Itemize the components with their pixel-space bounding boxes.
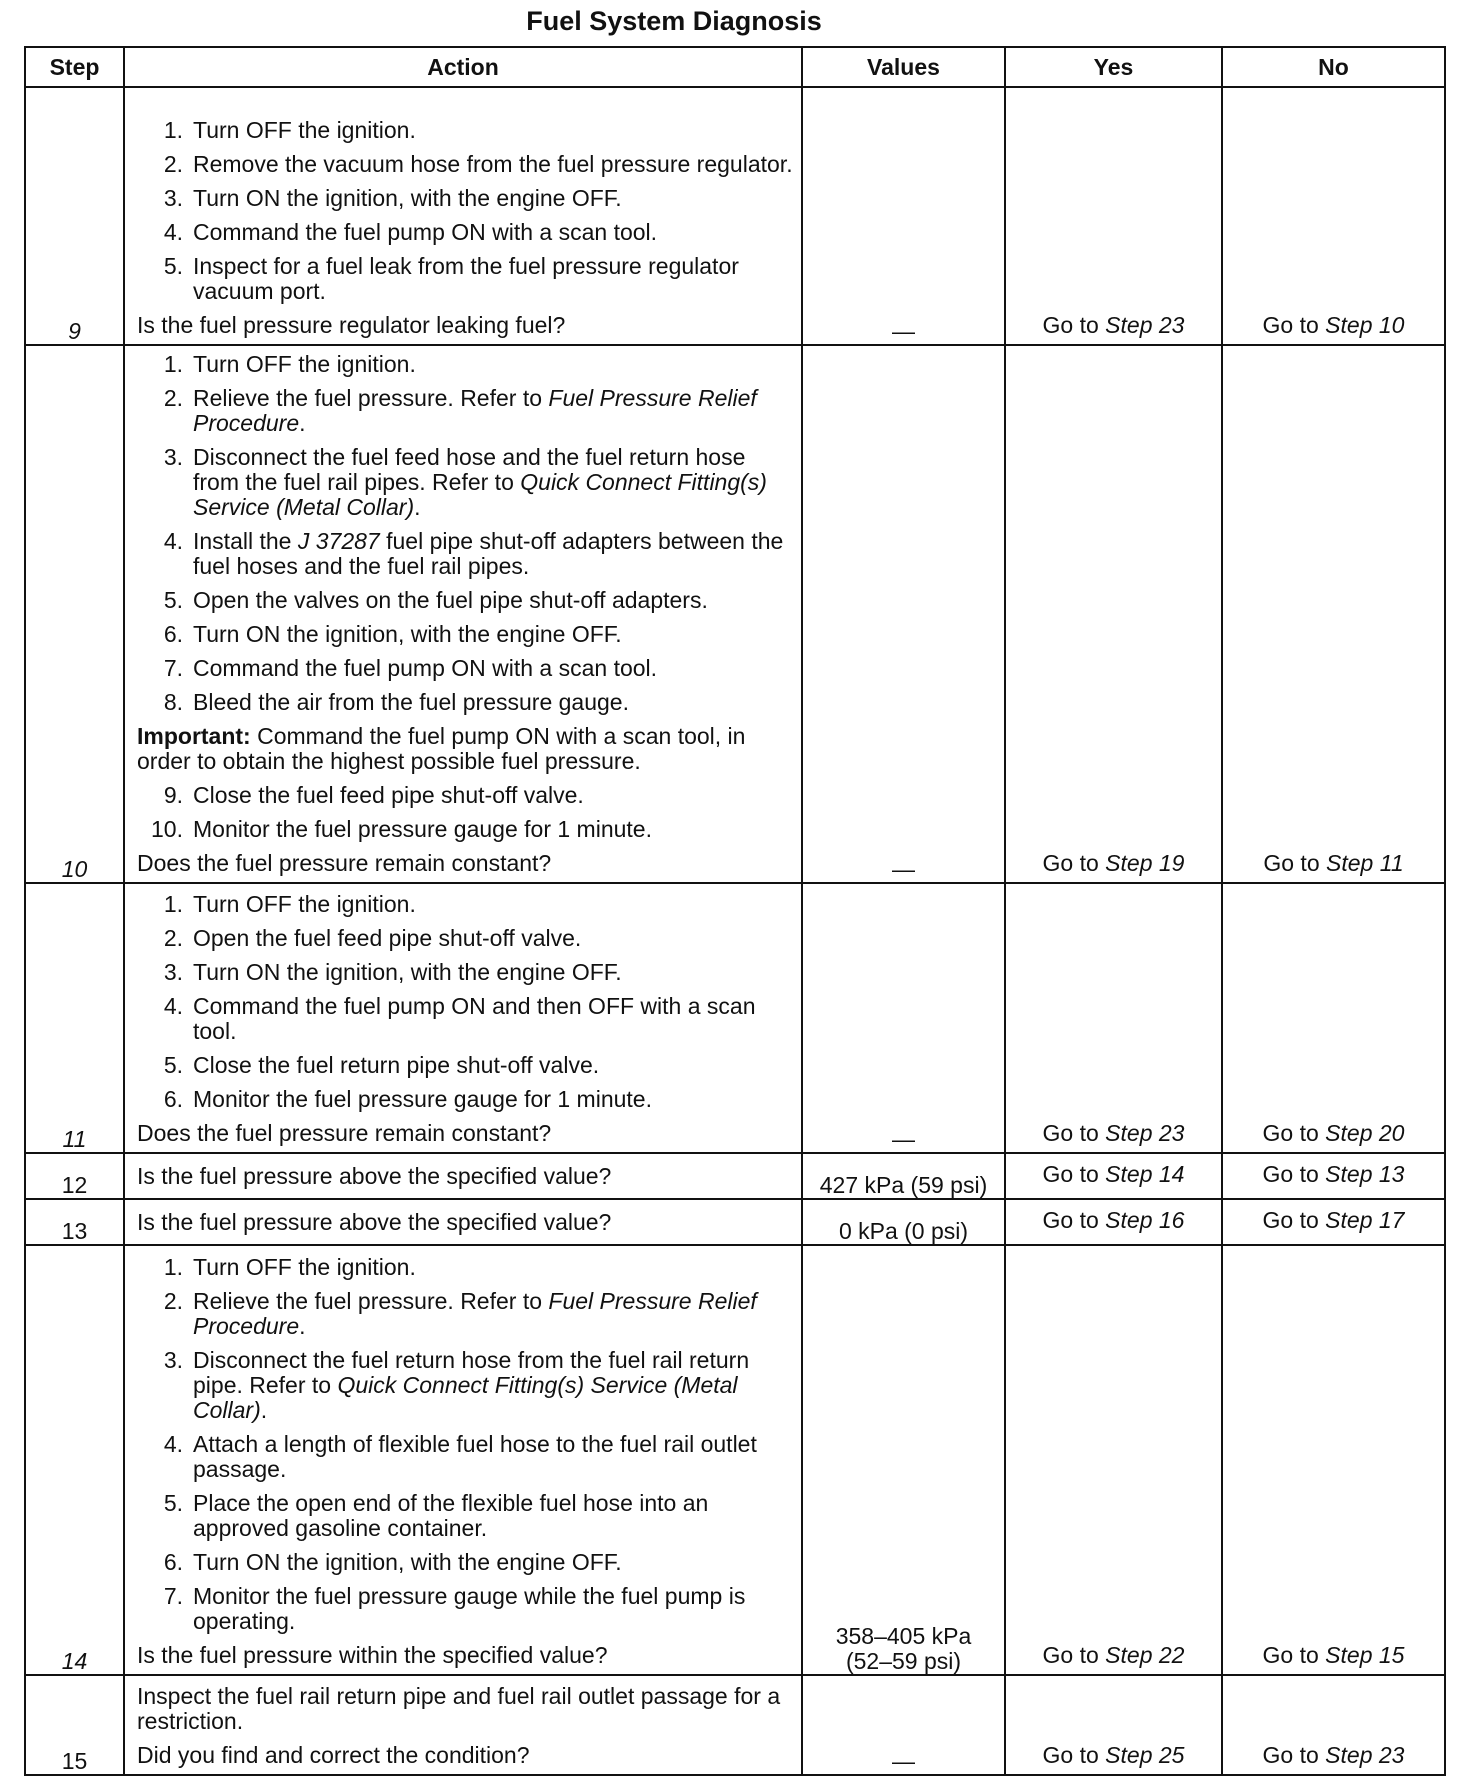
action-cell [124, 87, 802, 345]
action-cell [124, 1199, 802, 1245]
reference-link: Fuel Pressure Relief Procedure [193, 1288, 757, 1339]
instruction-text: Inspect the fuel rail return pipe and fuel rail outlet passage for a restriction. [137, 1683, 781, 1734]
action-cell [124, 1675, 802, 1775]
yes-cell: Go to Step 23 [1005, 87, 1222, 345]
yes-cell: Go to Step 19 [1005, 345, 1222, 883]
list-item: 3. Disconnect the fuel return hose from the fuel rail return pipe. Refer to Quick Connect Fitting(s) Service (Metal Collar). [163, 1347, 750, 1423]
value-cell: — [802, 883, 1005, 1153]
list-item: 4. Command the fuel pump ON with a scan tool. [163, 219, 658, 245]
list-item: 1. Turn OFF the ignition. [163, 351, 416, 377]
value-cell: 358–405 kPa (52–59 psi) [802, 1245, 1005, 1675]
list-item: 2. Relieve the fuel pressure. Refer to Fuel Pressure Relief Procedure. [163, 1288, 757, 1339]
list-item: 4. Command the fuel pump ON and then OFF with a scan tool. [163, 993, 756, 1044]
question-text: Is the fuel pressure above the specified value? [137, 1208, 612, 1235]
reference-link: Quick Connect Fitting(s) Service (Metal Collar) [193, 469, 767, 520]
diagnosis-table [24, 46, 1446, 1776]
list-item: 6. Monitor the fuel pressure gauge for 1 minute. [163, 1086, 652, 1112]
list-item: 7. Command the fuel pump ON with a scan tool. [163, 655, 658, 681]
reference-link: Quick Connect Fitting(s) Service (Metal Collar) [193, 1372, 738, 1423]
reference-link: Fuel Pressure Relief Procedure [193, 385, 757, 436]
list-item: 1. Turn OFF the ignition. [163, 117, 416, 143]
question-text: Is the fuel pressure within the specified value? [137, 1642, 608, 1668]
value-cell: — [802, 87, 1005, 345]
list-item: 2. Remove the vacuum hose from the fuel pressure regulator. [163, 151, 793, 177]
table-row [25, 345, 1445, 883]
yes-cell: Go to Step 22 [1005, 1245, 1222, 1675]
table-row [25, 87, 1445, 345]
question-text: Is the fuel pressure above the specified value? [137, 1162, 612, 1189]
step-number: 14 [25, 1245, 124, 1675]
yes-cell: Go to Step 14 [1005, 1153, 1222, 1199]
list-item: 5. Inspect for a fuel leak from the fuel pressure regulator vacuum port. [163, 253, 739, 304]
step-number: 11 [25, 883, 124, 1153]
header-step: Step [25, 47, 124, 87]
list-item: 5. Close the fuel return pipe shut-off valve. [163, 1052, 600, 1078]
step-number: 13 [25, 1199, 124, 1245]
list-item: 2. Relieve the fuel pressure. Refer to Fuel Pressure Relief Procedure. [163, 385, 757, 436]
question-text: Is the fuel pressure regulator leaking fuel? [137, 312, 566, 338]
table-row [25, 1199, 1445, 1245]
question-text: Does the fuel pressure remain constant? [137, 1120, 552, 1146]
table-row [25, 883, 1445, 1153]
action-cell [124, 345, 802, 883]
action-list [137, 118, 793, 304]
table-row [25, 1675, 1445, 1775]
action-list [137, 352, 793, 715]
no-cell: Go to Step 13 [1222, 1153, 1445, 1199]
step-number: 12 [25, 1153, 124, 1199]
list-item: 8. Bleed the air from the fuel pressure gauge. [163, 689, 629, 715]
list-item: 5. Place the open end of the flexible fuel hose into an approved gasoline container. [163, 1490, 709, 1541]
important-note: Important: Command the fuel pump ON with a scan tool, in order to obtain the highest possible fuel pressure. [137, 723, 746, 774]
page-title: Fuel System Diagnosis [526, 6, 822, 36]
list-item: 4. Attach a length of flexible fuel hose to the fuel rail outlet passage. [163, 1431, 757, 1482]
table-row [25, 1245, 1445, 1675]
action-list [137, 783, 793, 842]
header-values: Values [802, 47, 1005, 87]
value-cell: — [802, 1675, 1005, 1775]
value-cell: 427 kPa (59 psi) [802, 1153, 1005, 1199]
no-cell: Go to Step 20 [1222, 883, 1445, 1153]
list-item: 1. Turn OFF the ignition. [163, 891, 416, 917]
action-cell [124, 1245, 802, 1675]
list-item: 7. Monitor the fuel pressure gauge while the fuel pump is operating. [163, 1583, 746, 1634]
header-no: No [1222, 47, 1445, 87]
action-list [137, 892, 793, 1112]
list-item: 3. Turn ON the ignition, with the engine OFF. [163, 959, 622, 985]
list-item: 4. Install the J 37287 fuel pipe shut-off adapters between the fuel hoses and the fuel rail pipes. [163, 528, 784, 579]
value-cell: 0 kPa (0 psi) [802, 1199, 1005, 1245]
yes-cell: Go to Step 23 [1005, 883, 1222, 1153]
step-number: 9 [25, 87, 124, 345]
list-item: 1. Turn OFF the ignition. [163, 1254, 416, 1280]
action-cell [124, 1153, 802, 1199]
question-text: Did you find and correct the condition? [137, 1742, 530, 1768]
yes-cell: Go to Step 25 [1005, 1675, 1222, 1775]
list-item: 5. Open the valves on the fuel pipe shut-off adapters. [163, 587, 708, 613]
action-list [137, 1255, 793, 1634]
no-cell: Go to Step 10 [1222, 87, 1445, 345]
list-item: 3. Turn ON the ignition, with the engine OFF. [163, 185, 622, 211]
no-cell: Go to Step 15 [1222, 1245, 1445, 1675]
list-item: 10. Monitor the fuel pressure gauge for 1 minute. [151, 816, 652, 842]
value-cell: — [802, 345, 1005, 883]
tool-reference: J 37287 [297, 528, 380, 554]
step-number: 10 [25, 345, 124, 883]
list-item: 9. Close the fuel feed pipe shut-off valve. [163, 782, 584, 808]
no-cell: Go to Step 11 [1222, 345, 1445, 883]
action-cell [124, 883, 802, 1153]
list-item: 2. Open the fuel feed pipe shut-off valve. [163, 925, 582, 951]
header-yes: Yes [1005, 47, 1222, 87]
step-number: 15 [25, 1675, 124, 1775]
header-action: Action [124, 47, 802, 87]
no-cell: Go to Step 23 [1222, 1675, 1445, 1775]
list-item: 3. Disconnect the fuel feed hose and the fuel return hose from the fuel rail pipes. Refer to Quick Connect Fitting(s) Service (Metal Collar). [163, 444, 767, 520]
list-item: 6. Turn ON the ignition, with the engine OFF. [163, 1549, 622, 1575]
yes-cell: Go to Step 16 [1005, 1199, 1222, 1245]
list-item: 6. Turn ON the ignition, with the engine OFF. [163, 621, 622, 647]
question-text: Does the fuel pressure remain constant? [137, 850, 552, 876]
no-cell: Go to Step 17 [1222, 1199, 1445, 1245]
table-row [25, 1153, 1445, 1199]
header-row [25, 47, 1445, 87]
